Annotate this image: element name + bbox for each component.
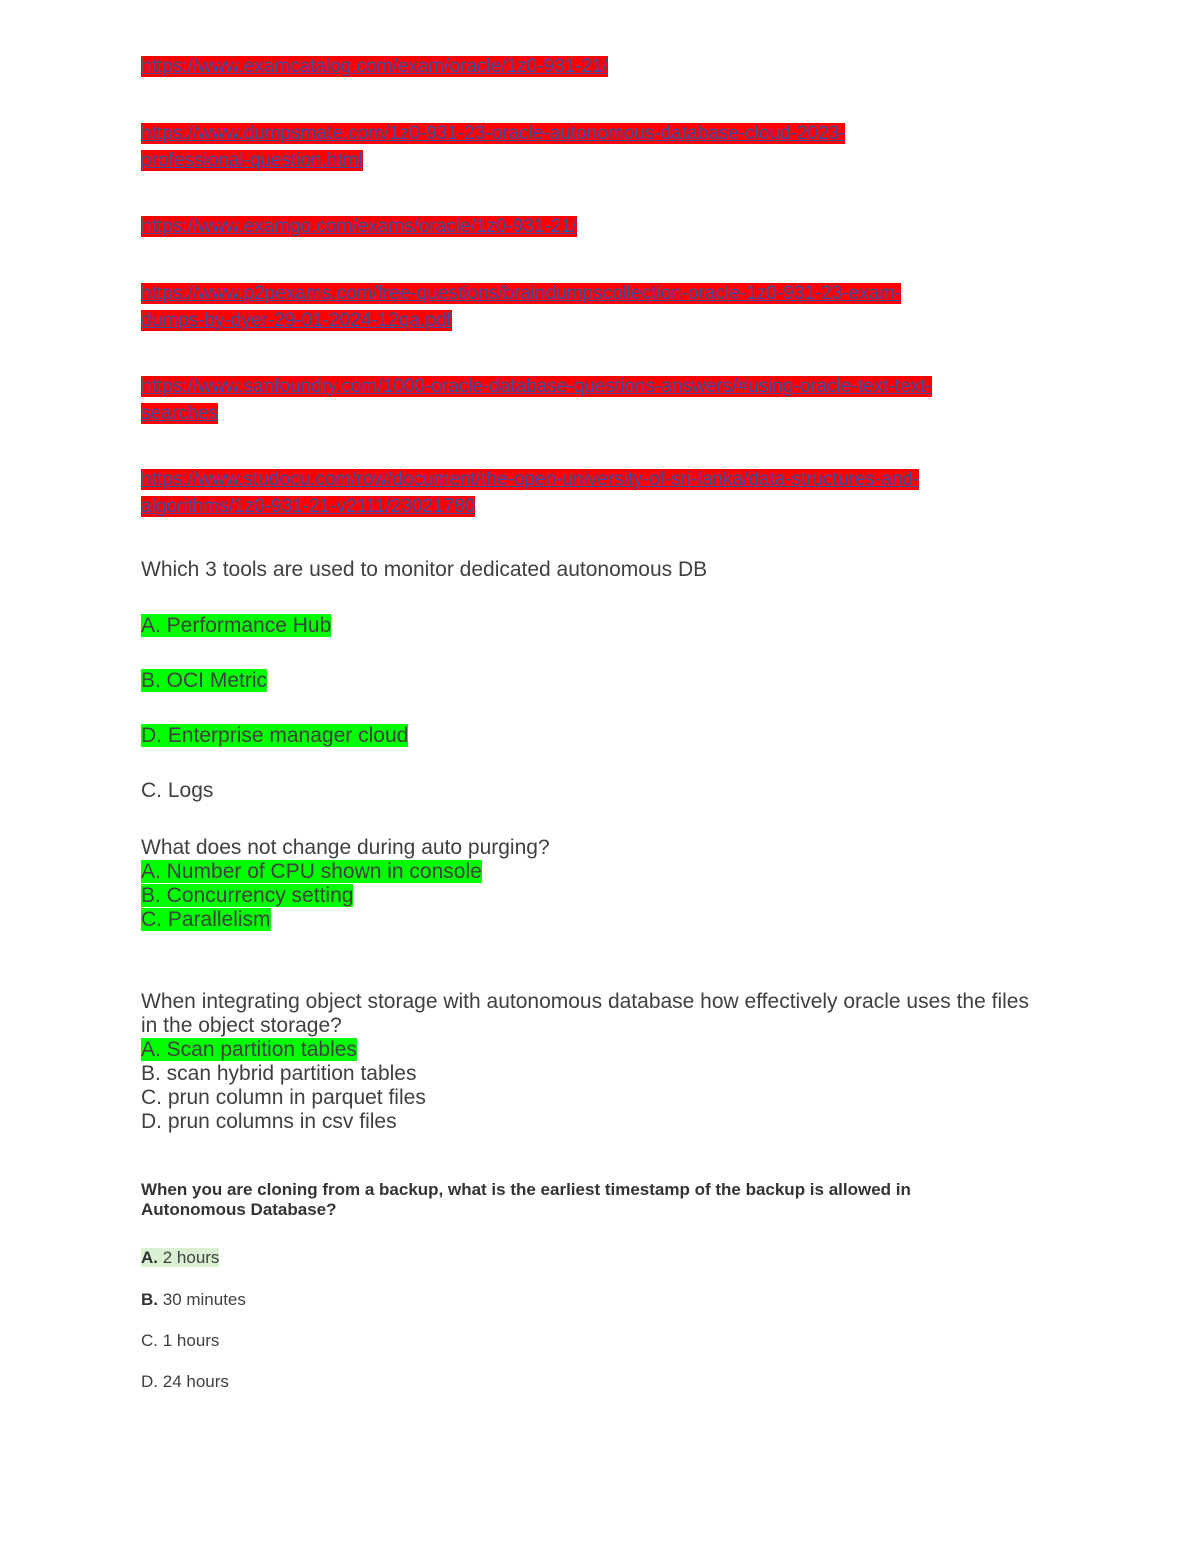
link-p2pexams[interactable] <box>141 280 1141 334</box>
q3-option-d: D. prun columns in csv files <box>141 1110 397 1133</box>
link-text-line1[interactable]: https://www.studocu.com/row/document/the-open-university-of-sri-lanka/data-structures-and- <box>141 469 920 490</box>
option-text: B. OCI Metric <box>141 669 268 692</box>
question-text-line2: Autonomous Database? <box>141 1200 337 1219</box>
link-text-line2[interactable]: dumps-by-dyer-29-01-2024-12qa.pdf <box>141 310 452 331</box>
q3-option-c: C. prun column in parquet files <box>141 1086 426 1109</box>
link-text-line2[interactable]: algorithms/1z0-931-21-v2111/23021780 <box>141 496 476 517</box>
q3-option-a: A. Scan partition tables <box>141 1038 357 1061</box>
q4-option-b <box>141 1289 1141 1311</box>
link-dumpsmate[interactable] <box>141 120 1141 174</box>
q1-option-b <box>141 669 1141 693</box>
question-text-line2: in the object storage? <box>141 1014 342 1037</box>
link-text-line1[interactable]: https://www.sanfoundry.com/1000-oracle-database-questions-answers/#using-oracle-text-text- <box>141 376 932 397</box>
q2-option-b: B. Concurrency setting <box>141 884 354 907</box>
q1-option-d <box>141 724 1141 748</box>
option-label: A. <box>141 1248 158 1267</box>
q4-option-d <box>141 1371 1141 1393</box>
question-text: Which 3 tools are used to monitor dedicated autonomous DB <box>141 558 708 581</box>
q1-option-c <box>141 779 1141 803</box>
link-sanfoundry[interactable] <box>141 373 1141 427</box>
question-text-line1: When integrating object storage with autonomous database how effectively oracle uses the files <box>141 990 1029 1013</box>
option-text: 1 hours <box>162 1331 220 1350</box>
link-text[interactable]: https://www.examcatalog.com/exam/oracle/1z0-931-21/ <box>141 56 608 77</box>
link-text-line1[interactable]: https://www.dumpsmate.com/1z0-931-23-oracle-autonomous-database-cloud-2023- <box>141 123 846 144</box>
q2-option-c: C. Parallelism <box>141 908 271 931</box>
option-label: C. <box>141 1331 158 1350</box>
option-label: B. <box>141 1290 158 1309</box>
link-text-line2[interactable]: professional-question.html <box>141 150 363 171</box>
option-text: D. Enterprise manager cloud <box>141 724 409 747</box>
q1-option-a <box>141 614 1141 638</box>
link-text-line2[interactable]: searches <box>141 403 219 424</box>
option-text: 30 minutes <box>162 1290 246 1309</box>
question-1 <box>141 558 1141 582</box>
link-studocu[interactable] <box>141 466 1141 520</box>
link-text-line1[interactable]: https://www.p2pexams.com/free-questions/braindumpscollection-oracle-1z0-931-23-exam- <box>141 283 902 304</box>
option-text: A. Performance Hub <box>141 614 332 637</box>
q2-option-a: A. Number of CPU shown in console <box>141 860 482 883</box>
option-label: D. <box>141 1372 158 1391</box>
question-text-line1: When you are cloning from a backup, what is the earliest timestamp of the backup is allowed in <box>141 1180 911 1199</box>
option-text: 24 hours <box>162 1372 229 1391</box>
question-4 <box>141 1180 1141 1220</box>
question-text: What does not change during auto purging? <box>141 836 550 859</box>
link-text[interactable]: https://www.examgo.com/exams/oracle/1z0-931-21/ <box>141 216 578 237</box>
option-text: 2 hours <box>162 1248 220 1267</box>
question-2 <box>141 836 1141 932</box>
link-examgo[interactable] <box>141 213 1141 240</box>
question-3 <box>141 990 1151 1134</box>
q3-option-b: B. scan hybrid partition tables <box>141 1062 417 1085</box>
link-examcatalog[interactable] <box>141 53 1141 80</box>
option-text: C. Logs <box>141 779 214 802</box>
q4-option-c <box>141 1330 1141 1352</box>
q4-option-a <box>141 1247 1141 1269</box>
